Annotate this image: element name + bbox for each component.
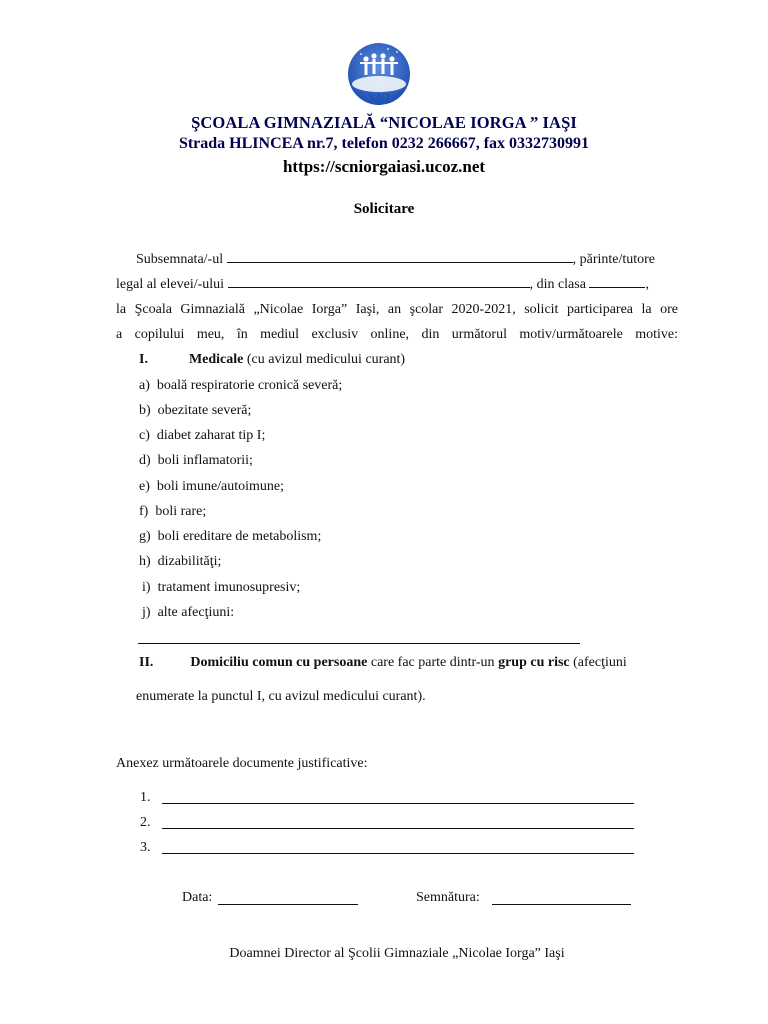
class-field[interactable] (589, 276, 645, 288)
section-2-number: II. (139, 655, 154, 670)
intro-line-3: la Şcoala Gimnazială „Nicolae Iorga” Iaşi, an şcolar 2020-2021, solicit participarea la ore (116, 302, 678, 317)
list-item: g) boli ereditare de metabolism; (139, 529, 322, 544)
student-name-field[interactable] (228, 276, 530, 288)
annex-document-field[interactable] (162, 828, 634, 829)
annex-document-field[interactable] (162, 803, 634, 804)
list-item: a) boală respiratorie cronică severă; (139, 378, 343, 393)
section-1-note: (cu avizul medicului curant) (246, 352, 406, 367)
list-item: h) dizabilităţi; (139, 554, 222, 569)
list-item: j) alte afecţiuni: (142, 605, 235, 620)
section-1-heading (139, 352, 405, 368)
logo-text: SNI (368, 90, 390, 105)
other-conditions-field[interactable] (138, 643, 580, 644)
intro-comma: , (645, 277, 649, 292)
school-logo (342, 42, 416, 106)
section-2-text: care fac parte dintr-un (370, 655, 495, 670)
annex-document-field[interactable] (162, 853, 634, 854)
school-logo-icon (342, 42, 416, 106)
signature-field[interactable] (492, 904, 631, 905)
intro-label-class: , din clasa (529, 277, 586, 292)
school-website: https://scniorgaiasi.ucoz.net (282, 157, 486, 176)
section-2-title: Domiciliu comun cu persoane (190, 655, 368, 670)
intro-parent-role: , părinte/tutore (572, 252, 656, 267)
annex-intro: Anexez următoarele documente justificative: (116, 756, 368, 771)
intro-label-student: legal al elevei/-ului (116, 277, 225, 292)
date-field[interactable] (218, 904, 358, 905)
list-item: e) boli imune/autoimune; (139, 479, 285, 494)
section-2-risk-group: grup cu risc (498, 655, 570, 670)
signature-label: Semnătura: (416, 890, 480, 905)
list-item: d) boli inflamatorii; (139, 453, 253, 468)
section-1-number: I. (139, 352, 148, 367)
date-label: Data: (182, 890, 213, 905)
section-2-tail: (afecţiuni (573, 655, 627, 670)
school-address: Strada HLINCEA nr.7, telefon 0232 266667, fax 0332730991 (178, 135, 590, 152)
list-item: b) obezitate severă; (139, 403, 252, 418)
intro-label-parent: Subsemnata/-ul (136, 252, 224, 267)
annex-number: 2. (140, 815, 151, 830)
list-item: f) boli rare; (139, 504, 207, 519)
section-1-title: Medicale (188, 352, 244, 367)
annex-number: 3. (140, 840, 151, 855)
school-name: ŞCOALA GIMNAZIALĂ “NICOLAE IORGA ” IAŞI (191, 113, 577, 132)
section-2-line-2: enumerate la punctul I, cu avizul medicului curant). (136, 689, 426, 704)
annex-number: 1. (140, 790, 151, 805)
list-item: c) diabet zaharat tip I; (139, 428, 266, 443)
document-title: Solicitare (353, 201, 415, 217)
list-item: i) tratament imunosupresiv; (142, 580, 301, 595)
intro-line-4: a copilului meu, în mediul exclusiv online, din următorul motiv/următoarele motive: (116, 327, 678, 342)
addressee: Doamnei Director al Şcolii Gimnaziale „Nicolae Iorga” Iaşi (229, 946, 565, 961)
parent-name-field[interactable] (227, 251, 573, 263)
section-2-heading (139, 655, 627, 671)
intro-line-2 (116, 276, 678, 293)
intro-line-1 (136, 251, 678, 268)
